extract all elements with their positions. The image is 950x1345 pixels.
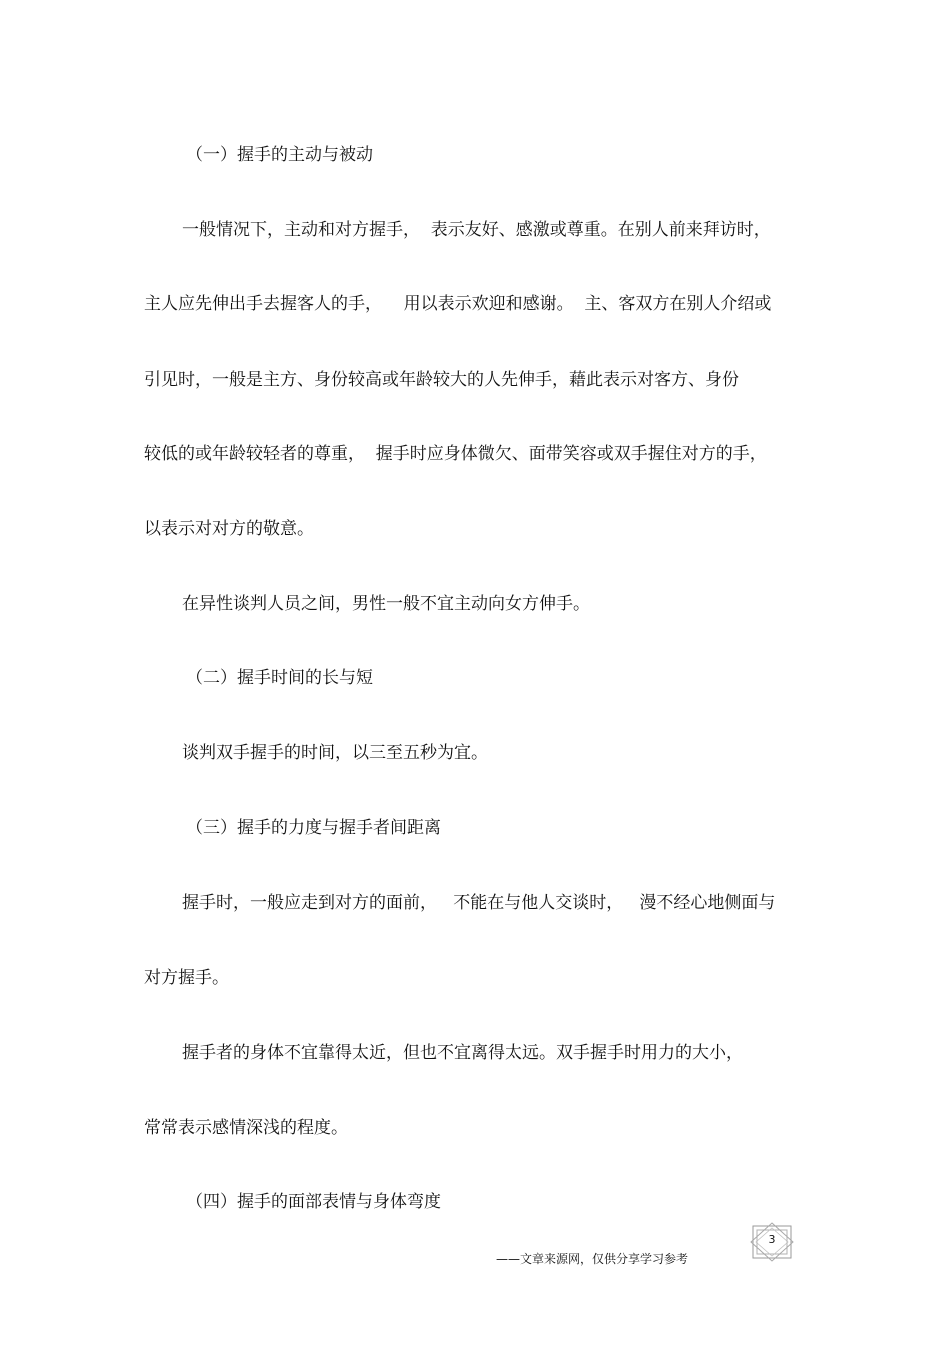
paragraph-line: 常常表示感情深浅的程度。: [144, 1118, 348, 1138]
paragraph-line: 以表示对对方的敬意。: [144, 519, 314, 539]
footer-source-note: ——文章来源网，仅供分享学习参考: [496, 1252, 689, 1266]
section-heading-3: （三）握手的力度与握手者间距离: [186, 818, 441, 838]
section-heading-4: （四）握手的面部表情与身体弯度: [186, 1192, 441, 1212]
paragraph-line: 一般情况下，主动和对方握手， 表示友好、感激或尊重。在别人前来拜访时，: [182, 220, 771, 240]
paragraph-line: 较低的或年龄较轻者的尊重， 握手时应身体微欠、面带笑容或双手握住对方的手，: [144, 444, 767, 464]
section-heading-1: （一）握手的主动与被动: [186, 145, 373, 165]
paragraph-line: 握手时，一般应走到对方的面前， 不能在与他人交谈时， 漫不经心地侧面与: [182, 893, 776, 913]
paragraph-line: 握手者的身体不宜靠得太近，但也不宜离得太远。双手握手时用力的大小，: [182, 1043, 743, 1063]
paragraph-line: 主人应先伸出手去握客人的手， 用以表示欢迎和感谢。 主、客双方在别人介绍或: [144, 294, 772, 314]
section-heading-2: （二）握手时间的长与短: [186, 668, 373, 688]
paragraph-line: 在异性谈判人员之间，男性一般不宜主动向女方伸手。: [182, 594, 590, 614]
paragraph-line: 引见时，一般是主方、身份较高或年龄较大的人先伸手，藉此表示对客方、身份: [144, 370, 739, 390]
paragraph-line: 对方握手。: [144, 968, 229, 988]
paragraph-line: 谈判双手握手的时间，以三至五秒为宜。: [182, 743, 488, 763]
page-number: 3: [768, 1233, 776, 1246]
